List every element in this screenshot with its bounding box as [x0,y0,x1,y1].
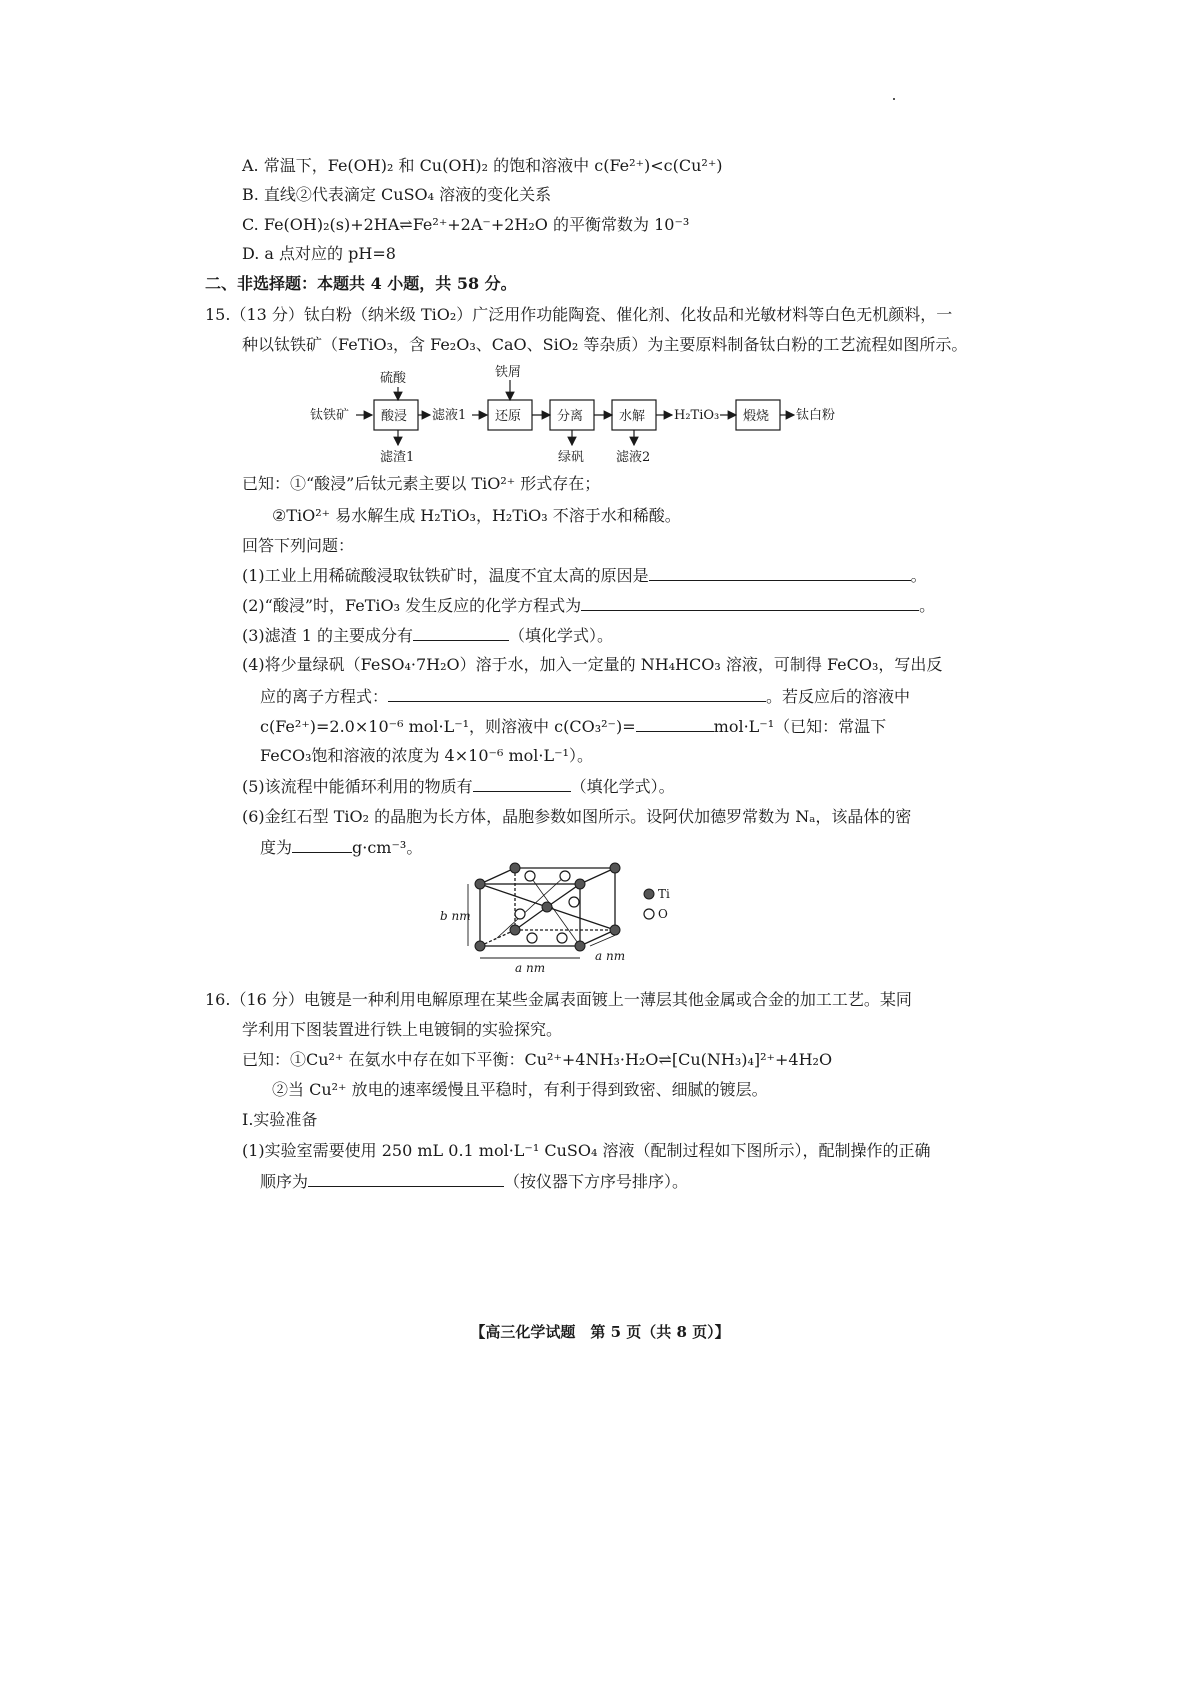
cell-edge [580,868,615,884]
q15-part6-line2 [260,836,422,859]
flow-box3-label: 分离 [557,409,584,424]
label-b-nm: b nm [440,909,471,923]
flow-start: 钛铁矿 [310,408,350,423]
q15-part4-line3 [260,715,886,738]
process-flow-diagram [300,360,860,470]
q16-part1-text: 顺序为 [260,1172,309,1191]
q15-answer-prompt: 回答下列问题： [242,536,355,555]
legend-ti-label: Ti [658,887,670,901]
q16-part1-line2 [260,1170,688,1193]
q15-part6-unit: g·cm⁻³。 [352,838,423,857]
flow-h2tio3: H₂TiO₃ [674,408,720,423]
flow-green-vitriol: 绿矾 [558,450,585,465]
flow-filtrate2: 滤液2 [616,450,651,465]
ti-atom [610,925,620,935]
cell-edge [480,868,515,884]
option-b: B. 直线②代表滴定 CuSO₄ 溶液的变化关系 [242,185,552,204]
q15-part2: (2)“酸浸”时，FeTiO₃ 发生反应的化学方程式为 。 [242,596,936,615]
scan-speck [893,98,895,100]
ti-atom-center [542,902,552,912]
q15-part6-line1: (6)金红石型 TiO₂ 的晶胞为长方体，晶胞参数如图所示。设阿伏加德罗常数为 Nₐ，该晶体的密 [242,807,912,826]
q15-part5-text: (5)该流程中能循环利用的物质有 [242,777,473,796]
q16-known-1: 已知：①Cu²⁺ 在氨水中存在如下平衡：Cu²⁺+4NH₃·H₂O⇌[Cu(NH₃)₄]²⁺+4H₂O [242,1050,833,1069]
q15-known-2: ②TiO²⁺ 易水解生成 H₂TiO₃，H₂TiO₃ 不溶于水和稀酸。 [272,506,681,525]
ti-atom [475,941,485,951]
crystal-cell-diagram [440,862,700,977]
q15-part3-text: (3)滤渣 1 的主要成分有 [242,626,414,645]
q15-part3-suffix: （填化学式）。 [509,626,614,645]
flow-box4-label: 水解 [619,409,646,424]
page-footer: 【高三化学试题 第 5 页（共 8 页）】 [470,1323,730,1341]
q15-part5 [242,775,675,798]
section-title: 二、非选择题：本题共 4 小题，共 58 分。 [205,274,517,293]
q15-part2-text: (2)“酸浸”时，FeTiO₃ 发生反应的化学方程式为 [242,596,582,615]
ti-atom [575,941,585,951]
label-a-nm: a nm [515,961,546,975]
legend-o-atom [644,909,654,919]
ti-atom [610,863,620,873]
o-atom [527,933,537,943]
option-c: C. Fe(OH)₂(s)+2HA⇌Fe²⁺+2A⁻+2H₂O 的平衡常数为 10⁻³ [242,215,690,234]
answer-blank-6[interactable] [292,836,352,853]
q15-part4-eq-label: 应的离子方程式： [260,687,389,706]
o-atom [560,871,570,881]
label-a-nm-depth: a nm [595,949,626,963]
option-d: D. a 点对应的 pH=8 [242,244,396,263]
q15-part4-line2 [260,685,910,708]
answer-blank-4a[interactable] [388,685,766,702]
q15-known-1: 已知：①“酸浸”后钛元素主要以 TiO²⁺ 形式存在； [242,474,601,493]
flow-iron: 铁屑 [495,365,522,380]
q15-part6-text: 度为 [260,838,293,857]
q16-part1-suffix: （按仪器下方序号排序）。 [504,1172,689,1191]
q15-intro-1: 15.（13 分）钛白粉（纳米级 TiO₂）广泛用作功能陶瓷、催化剂、化妆品和光敏材料等白色无机颜料，一 [205,305,953,324]
q15-part5-suffix: （填化学式）。 [570,777,675,796]
q15-part1: (1)工业上用稀硫酸浸取钛铁矿时，温度不宜太高的原因是 。 [242,566,927,585]
flow-acid: 硫酸 [380,371,407,386]
q16-known-2: ②当 Cu²⁺ 放电的速率缓慢且平稳时，有利于得到致密、细腻的镀层。 [272,1080,768,1099]
q15-part4-conc: c(Fe²⁺)=2.0×10⁻⁶ mol·L⁻¹，则溶液中 c(CO₃²⁻)= [260,717,636,736]
q16-part-heading: Ⅰ.实验准备 [242,1110,318,1129]
o-atom [515,909,525,919]
legend-ti-atom [644,889,654,899]
answer-blank-1[interactable] [649,564,911,581]
q15-part4-line4: FeCO₃饱和溶液的浓度为 4×10⁻⁶ mol·L⁻¹）。 [260,746,593,765]
ti-atom [475,879,485,889]
answer-blank-4b[interactable] [636,715,714,732]
ti-atom [575,879,585,889]
flow-box2-label: 还原 [495,409,522,424]
o-atom [569,897,579,907]
q15-part4-line1: (4)将少量绿矾（FeSO₄·7H₂O）溶于水，加入一定量的 NH₄HCO₃ 溶液，可制得 FeCO₃，写出反 [242,655,943,674]
ti-atom [510,863,520,873]
q15-part1-text: (1)工业上用稀硫酸浸取钛铁矿时，温度不宜太高的原因是 [242,566,649,585]
q16-intro-2: 学利用下图装置进行铁上电镀铜的实验探究。 [242,1020,563,1039]
cell-bond [547,907,615,930]
flow-filtrate1: 滤液1 [432,408,467,423]
q16-part1-line1: (1)实验室需要使用 250 mL 0.1 mol·L⁻¹ CuSO₄ 溶液（配制过程如下图所示），配制操作的正确 [242,1141,931,1160]
ti-atom [510,925,520,935]
answer-blank-3[interactable] [413,624,509,641]
o-atom [525,871,535,881]
q15-part4-line2-suffix: 。若反应后的溶液中 [766,687,911,706]
flow-box5-label: 煅烧 [743,409,770,424]
o-atom [557,933,567,943]
q15-part4-unit: mol·L⁻¹（已知：常温下 [713,717,887,736]
flow-residue1: 滤渣1 [380,450,415,465]
cell-bond [530,876,580,946]
answer-blank-16-1[interactable] [308,1170,504,1187]
answer-blank-2[interactable] [581,594,919,611]
cell-bond [480,884,547,907]
q16-intro-1: 16.（16 分）电镀是一种利用电解原理在某些金属表面镀上一薄层其他金属或合金的加工工艺。某同 [205,990,912,1009]
legend-o-label: O [658,907,668,921]
flow-product: 钛白粉 [796,408,836,423]
q15-part3 [242,624,613,647]
option-a: A. 常温下，Fe(OH)₂ 和 Cu(OH)₂ 的饱和溶液中 c(Fe²⁺)<c(Cu²⁺) [242,156,723,175]
answer-blank-5[interactable] [473,775,571,792]
q15-intro-2: 种以钛铁矿（FeTiO₃，含 Fe₂O₃、CaO、SiO₂ 等杂质）为主要原料制备钛白粉的工艺流程如图所示。 [242,335,968,354]
flow-box1-label: 酸浸 [381,409,408,424]
cell-bond [497,876,565,938]
